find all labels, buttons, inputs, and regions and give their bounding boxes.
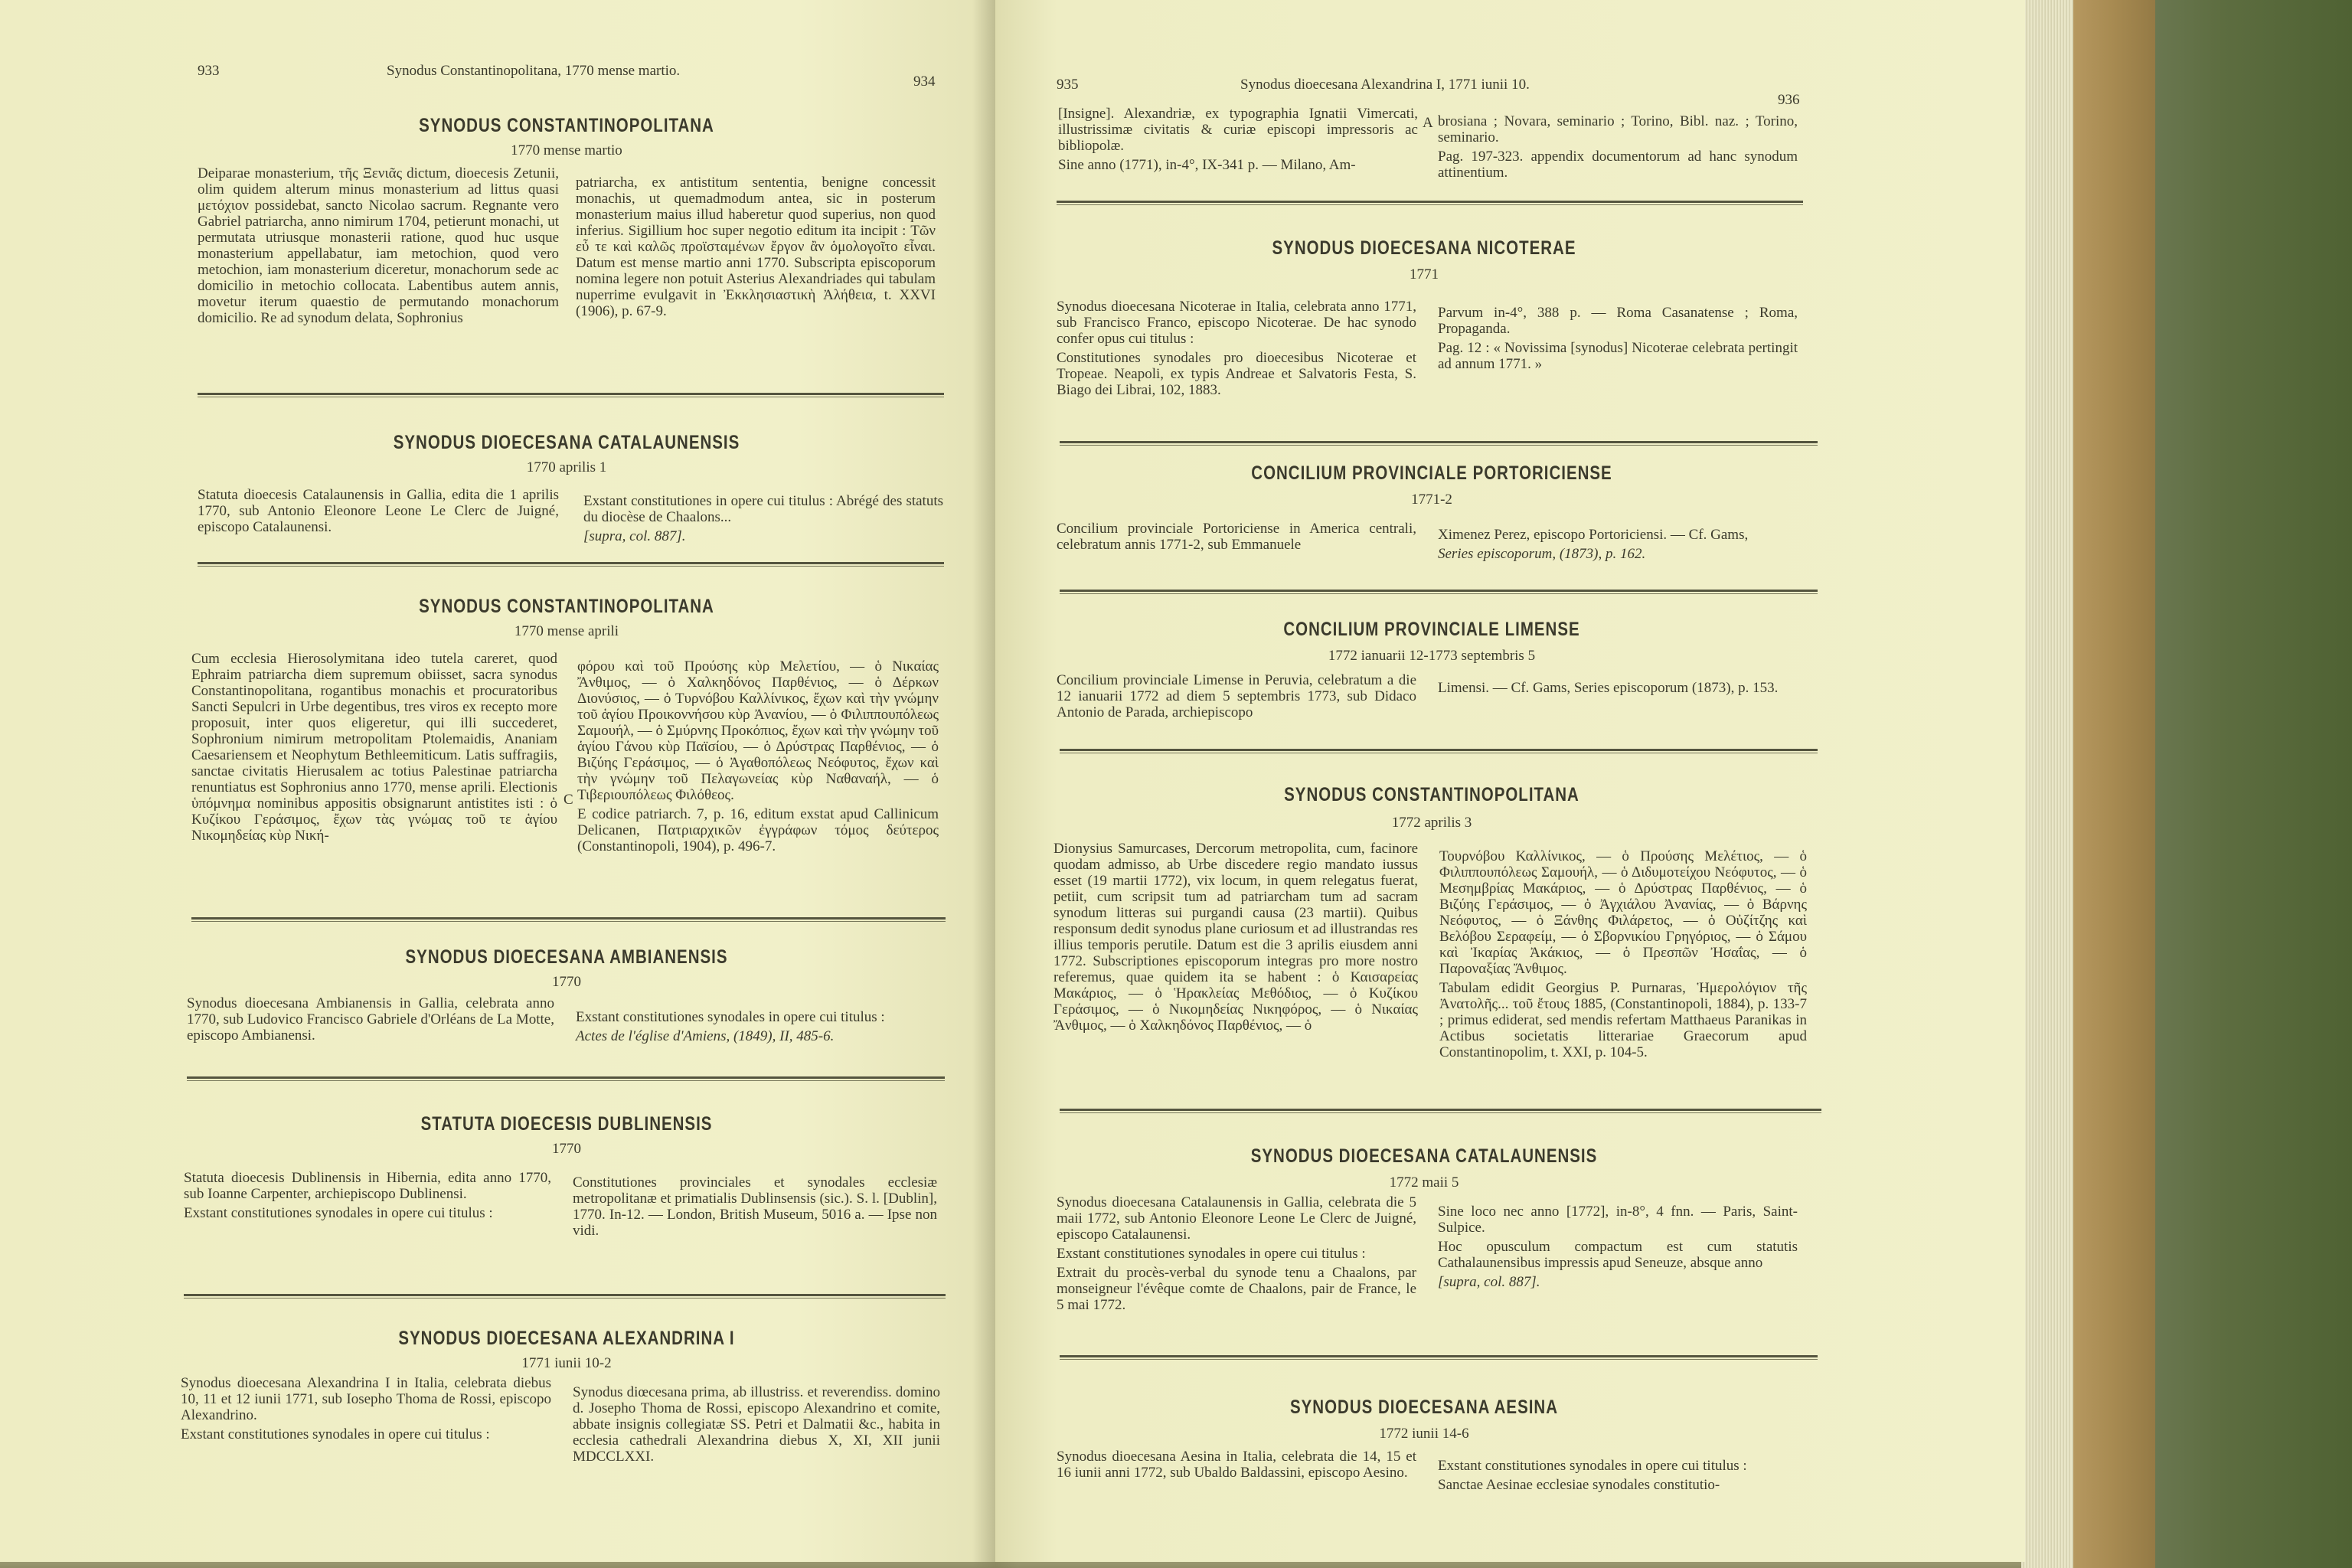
section-title: SYNODUS CONSTANTINOPOLITANA <box>1284 784 1579 805</box>
section-date: 1770 <box>552 974 581 990</box>
section-rule <box>1057 201 1803 203</box>
section-date: 1772 maii 5 <box>1389 1174 1459 1191</box>
section-rule <box>191 917 946 920</box>
text-column <box>576 1009 937 1047</box>
paragraph: Exstant constitutiones synodales in opere cui titulus : <box>1057 1246 1366 1262</box>
paragraph: Statuta dioecesis Catalaunensis in Gallia, edita die 1 aprilis 1770, sub Antonio Eleonore Leone Le Clerc de Juigné, episcopo Catalaunensi. <box>198 487 559 535</box>
paragraph: Concilium provinciale Portoriciense in America centrali, celebratum annis 1771-2, sub Emmanuele <box>1057 521 1416 553</box>
text-column <box>1438 680 1805 699</box>
reference: Actes de l'église d'Amiens, (1849), II, 485-6. <box>576 1028 835 1044</box>
paragraph: Exstant constitutiones synodales in opere cui titulus : <box>181 1426 490 1442</box>
text-column <box>1057 521 1416 556</box>
paragraph: patriarcha, ex antistitum sententia, benigne concessit monachis, ut quemadmodum antea, sic in posterum monasterium maius illud haberetur quod superius, non quod inferius. Sigillium hoc super negotio editum ita incipit : Τῶν εὖ τε καὶ καλῶς προϊσταμένων ἔργον ἂν ὁμολογοῖτο εἶναι. Datum est mense martio anni 1770. Subscripta episcoporum nomina legere non potuit Asterius Alexandriades qui tabulam nuperrime evulgavit in Ἐκκλησιαστικὴ Ἀλήθεια, t. XXVI (1906), p. 67-9. <box>576 175 936 319</box>
section-title: SYNODUS DIOECESANA CATALAUNENSIS <box>1250 1145 1598 1167</box>
section-title: SYNODUS DIOECESANA NICOTERAE <box>1272 237 1576 259</box>
paragraph: Sine anno (1771), in-4°, IX-341 p. — Milano, Am- <box>1058 157 1356 173</box>
text-column <box>1438 113 1798 184</box>
section-rule <box>1060 441 1818 443</box>
text-column <box>583 493 943 547</box>
text-column <box>1057 1194 1416 1316</box>
page-edges <box>2021 0 2073 1568</box>
reference: [supra, col. 887]. <box>1438 1274 1540 1290</box>
paragraph: Pag. 197-323. appendix documentorum ad hanc synodum attinentium. <box>1438 149 1798 181</box>
text-column <box>1438 1204 1798 1293</box>
paragraph: Constitutiones synodales pro dioecesibus Nicoterae et Tropeae. Neapoli, ex typis Andreae et Salvatoris Festa, S. Biago dei Librai, 102, 1883. <box>1057 350 1416 398</box>
text-column <box>1057 1449 1416 1484</box>
paragraph: Exstant constitutiones synodales in opere cui titulus : <box>576 1009 885 1025</box>
paragraph: Synodus dioecesana Ambianensis in Gallia, celebrata anno 1770, sub Ludovico Francisco Gabriele d'Orléans de La Motte, episcopo Ambianensi. <box>187 995 554 1044</box>
section-title: SYNODUS DIOECESANA AMBIANENSIS <box>405 946 728 968</box>
column-number: 934 <box>913 74 936 90</box>
paragraph: Tabulam edidit Georgius P. Purnaras, Ἡμερολόγιον τῆς Ἀνατολῆς... τοῦ ἔτους 1885, (Constantinopoli, 1884), p. 133-7 ; primus ediderat, sed mendis refertam Matthaeus Paranikas in Actibus societatis litterariae Graecorum apud Constantinopolim, t. XXI, p. 104-5. <box>1439 980 1807 1060</box>
text-column <box>1057 299 1416 401</box>
margin-letter: A <box>1423 115 1433 131</box>
section-rule <box>1060 590 1818 592</box>
running-head: Synodus Constantinopolitana, 1770 mense martio. <box>387 63 681 79</box>
paragraph: φόρου καὶ τοῦ Προύσης κὺρ Μελετίου, — ὁ Νικαίας Ἄνθιμος, — ὁ Χαλκηδόνος Παρθένιος, — ὁ Δέρκων Διονύσιος, — ὁ Τυρνόβου Καλλίνικος, ἔχων καὶ τὴν γνώμην τοῦ ἁγίου Προικοννήσου κὺρ Ἀνανίου, — ὁ Φιλιππουπόλεως Σαμουήλ, — ὁ Σμύρνης Προκόπιος, ἔχων καὶ τὴν γνώμην τοῦ ἁγίου Γάνου κὺρ Παϊσίου, — ὁ Δρύστρας Παρθένιος, — ὁ Βιζύης Γεράσιμος, — ὁ Ἀγαθοπόλεως Νεόφυτος, ἔχων καὶ τὴν γνώμην τοῦ Πελαγωνείας κὺρ Ναθαναήλ, — ὁ Τιβεριουπόλεως Φιλόθεος. <box>577 658 939 803</box>
paragraph: Statuta dioecesis Dublinensis in Hibernia, edita anno 1770, sub Ioanne Carpenter, archiepiscopo Dublinensi. <box>184 1170 551 1202</box>
section-rule <box>187 1076 945 1079</box>
column-number: 933 <box>198 63 220 79</box>
text-column <box>1438 527 1805 565</box>
section-date: 1772 ianuarii 12-1773 septembris 5 <box>1328 648 1536 664</box>
text-column <box>577 658 939 858</box>
paragraph: brosiana ; Novara, seminario ; Torino, Bibl. naz. ; Torino, seminario. <box>1438 113 1798 145</box>
text-column <box>198 487 559 538</box>
paragraph: Constitutiones provinciales et synodales ecclesiæ metropolitanæ et primatialis Dublinsensis (sic.). S. l. [Dublin], 1770. In-12. — London, British Museum, 5016 a. — Ipse non vidi. <box>573 1174 937 1239</box>
section-date: 1771 <box>1410 266 1439 283</box>
paragraph: Cum ecclesia Hierosolymitana ideo tutela careret, quod Ephraim patriarcha diem supremum obiisset, sacra synodus Constantinopolitana, rogantibus monachis et procuratoribus Sancti Sepulcri in Urbe degentibus, tres viros ex recepto more proposuit, inter quos eligeretur, qui illi succederet, Sophronium nimirum metropolitam Ptolemaidis, Ananiam Caesariensem et Neophytum Bethleemiticum. Latis suffragiis, sanctae civitatis Hierusalem ac totius Palestinae patriarcha renuntiatus est Sophronius anno 1770, mense aprili. Electionis ὑπόμνημα nominibus appositis obsignarunt antistites isti : ὁ Κυζίκου Γεράσιμος, ἔχων τὰς γνώμας τοῦ τε ἁγίου Νικομηδείας κὺρ Νική- <box>191 651 557 844</box>
section-rule <box>184 1294 946 1296</box>
text-column <box>198 165 559 329</box>
paragraph: Τουρνόβου Καλλίνικος, — ὁ Προύσης Μελέτιος, — ὁ Φιλιππουπόλεως Σαμουήλ, — ὁ Διδυμοτείχου Νεόφυτος, — ὁ Μεσημβρίας Μακάριος, — ὁ Δρύστρας Παρθένιος, — ὁ Βιζύης Γεράσιμος, — ὁ Ἀγχιάλου Ἀνανίας, — ὁ Βάρνης Νεόφυτος, — ὁ Ξάνθης Φιλάρετος, — ὁ Οὐζίτζης καὶ Βελόβου Σεραφείμ, — ὁ Σβορνικίου Γρηγόριος, — ὁ Σάμου καὶ Ἰκαρίας Ἀκάκιος, — ὁ Πρεσπῶν Ἠσαΐας, — ὁ Παροναξίας Ἄνθιμος. <box>1439 848 1807 977</box>
section-title: SYNODUS DIOECESANA ALEXANDRINA I <box>398 1328 735 1349</box>
section-title: CONCILIUM PROVINCIALE PORTORICIENSE <box>1251 462 1612 484</box>
right-page <box>995 0 2025 1562</box>
text-column <box>1054 841 1418 1037</box>
text-column <box>1057 672 1416 724</box>
paragraph: Synodus dioecesana Aesina in Italia, celebrata die 14, 15 et 16 iunii anni 1772, sub Ubaldo Baldassini, episcopo Aesino. <box>1057 1449 1416 1481</box>
text-column <box>184 1170 551 1224</box>
text-column <box>1438 1458 1798 1496</box>
paragraph: Parvum in-4°, 388 p. — Roma Casanatense ; Roma, Propaganda. <box>1438 305 1798 337</box>
section-title: CONCILIUM PROVINCIALE LIMENSE <box>1283 619 1580 640</box>
paragraph: Hoc opusculum compactum est cum statutis Cathalaunensibus impressis apud Seneuze, absque anno <box>1438 1239 1798 1271</box>
paragraph: Dionysius Samurcases, Dercorum metropolita, cum, facinore quodam admisso, ab Urbe discedere regio mandato iussus esset (19 martii 1772), vix locum, in quem relegatus fuerat, petiit, cum scripsit tum ad patriarcham tum ad sacram synodum litteras sui purgandi causa (23 martii). Quibus responsum dedit synodus plane curiosum et ad illustrandas res illius temporis perutile. Datum est die 3 aprilis eiusdem anni 1772. Subscriptiones episcoporum integras pro more nostro referemus, quae quidem ita se habent : ὁ Καισαρείας Μακάριος, — ὁ Ἡρακλείας Μεθόδιος, — ὁ Κυζίκου Γεράσιμος, — ὁ Νικομηδείας Νικηφόρος, — ὁ Νικαίας Ἄνθιμος, — ὁ Χαλκηδόνος Παρθένιος, — ὁ <box>1054 841 1418 1034</box>
section-date: 1772 aprilis 3 <box>1391 815 1472 831</box>
section-date: 1770 mense aprili <box>514 623 619 639</box>
paragraph: Limensi. — Cf. Gams, Series episcoporum (1873), p. 153. <box>1438 680 1779 696</box>
text-column <box>187 995 554 1047</box>
paragraph: Extrait du procès-verbal du synode tenu a Chaalons, par monseigneur l'évêque comte de Chaalons, pair de France, le 5 mai 1772. <box>1057 1265 1416 1313</box>
paragraph: Exstant constitutiones synodales in opere cui titulus : <box>184 1205 493 1221</box>
background-surface <box>2136 0 2352 1568</box>
text-column <box>573 1174 937 1242</box>
section-date: 1771-2 <box>1411 492 1452 508</box>
paragraph: Synodus dioecesana Nicoterae in Italia, celebrata anno 1771, sub Francisco Franco, episcopo Nicoterae. De hac synodo confer opus cui titulus : <box>1057 299 1416 347</box>
section-rule <box>1060 1109 1821 1111</box>
paragraph: Sanctae Aesinae ecclesiae synodales constitutio- <box>1438 1477 1720 1493</box>
paragraph: Synodus dioecesana Alexandrina I in Italia, celebrata diebus 10, 11 et 12 iunii 1771, sub Iosepho Thoma de Rossi, episcopo Alexandrino. <box>181 1375 551 1423</box>
text-column <box>1439 848 1807 1063</box>
reference: [supra, col. 887]. <box>583 528 686 544</box>
text-column <box>1438 305 1798 375</box>
paragraph: Concilium provinciale Limense in Peruvia, celebratum a die 12 ianuarii 1772 ad diem 5 septembris 1773, sub Didaco Antonio de Parada, archiepiscopo <box>1057 672 1416 720</box>
left-page <box>0 0 995 1562</box>
text-column <box>1058 106 1418 176</box>
paragraph: Synodus dioecesana Catalaunensis in Gallia, celebrata die 5 maii 1772, sub Antonio Eleonore Leone Le Clerc de Juigné, episcopo Catalaunensi. <box>1057 1194 1416 1243</box>
section-rule <box>198 393 944 395</box>
column-number: 935 <box>1057 77 1079 93</box>
paragraph: Synodus diœcesana prima, ab illustriss. et reverendiss. domino d. Josepho Thoma de Rossi, episcopo Alexandrino et comite, abbate insignis collegiatæ SS. Petri et Dalmatii &c., habita in ecclesia cathedrali Alexandrina diebus X, XI, XII junii MDCCLXXI. <box>573 1384 940 1465</box>
text-column <box>191 651 557 847</box>
paragraph: Ximenez Perez, episcopo Portoriciensi. — Cf. Gams, <box>1438 527 1749 543</box>
section-title: SYNODUS DIOECESANA AESINA <box>1289 1396 1558 1418</box>
paragraph: [Insigne]. Alexandriæ, ex typographia Ignatii Vimercati, illustrissimæ civitatis & curiæ episcopi impressoris ac bibliopolæ. <box>1058 106 1418 154</box>
margin-letter: C <box>564 792 573 808</box>
paragraph: Pag. 12 : « Novissima [synodus] Nicoterae celebrata pertingit ad annum 1771. » <box>1438 340 1798 372</box>
section-date: 1772 iunii 14-6 <box>1379 1426 1469 1442</box>
column-number: 936 <box>1778 92 1800 108</box>
paragraph: Exstant constitutiones synodales in opere cui titulus : <box>1438 1458 1747 1474</box>
book-cover-edge <box>2067 0 2155 1568</box>
text-column <box>181 1375 551 1446</box>
section-rule <box>198 562 944 564</box>
section-date: 1770 <box>552 1141 581 1157</box>
section-date: 1770 aprilis 1 <box>526 459 607 475</box>
reference: Series episcoporum, (1873), p. 162. <box>1438 546 1646 562</box>
section-rule <box>1060 1355 1818 1357</box>
text-column <box>576 175 936 322</box>
text-column <box>573 1384 940 1468</box>
running-head: Synodus dioecesana Alexandrina I, 1771 iunii 10. <box>1240 77 1530 93</box>
section-title: SYNODUS CONSTANTINOPOLITANA <box>419 596 714 617</box>
paragraph: Deiparae monasterium, τῆς Ξενιᾶς dictum, dioecesis Zetunii, olim quidem alterum minus monasterium ad littus quasi μετόχιον possidebat, sancto Nicolao sacrum. Regnante vero Gabriel patriarcha, anno nimirum 1704, petierunt monachi, ut permutata utriusque monasterii ratione, quod huc usque monasterium appellabatur, iam metochion, quod vero metochion, iam monasterium diceretur, monachorum sede ac domicilio in metochio collocata. Labentibus autem annis, movetur iterum quaestio de permutando monachorum domicilio. Re ad synodum delata, Sophronius <box>198 165 559 326</box>
section-date: 1770 mense martio <box>511 142 622 158</box>
paragraph: Exstant constitutiones in opere cui titulus : Abrégé des statuts du diocèse de Chaalons... <box>583 493 943 525</box>
section-date: 1771 iunii 10-2 <box>521 1355 612 1371</box>
paragraph: E codice patriarch. 7, p. 16, editum exstat apud Callinicum Delicanen, Πατριαρχικῶν ἐγγράφων τόμος δεύτερος (Constantinopoli, 1904), p. 496-7. <box>577 806 939 854</box>
paragraph: Sine loco nec anno [1772], in-8°, 4 fnn. — Paris, Saint-Sulpice. <box>1438 1204 1798 1236</box>
section-title: SYNODUS CONSTANTINOPOLITANA <box>419 115 714 136</box>
section-title: STATUTA DIOECESIS DUBLINENSIS <box>420 1113 713 1135</box>
section-rule <box>1060 749 1818 751</box>
section-title: SYNODUS DIOECESANA CATALAUNENSIS <box>393 432 740 453</box>
